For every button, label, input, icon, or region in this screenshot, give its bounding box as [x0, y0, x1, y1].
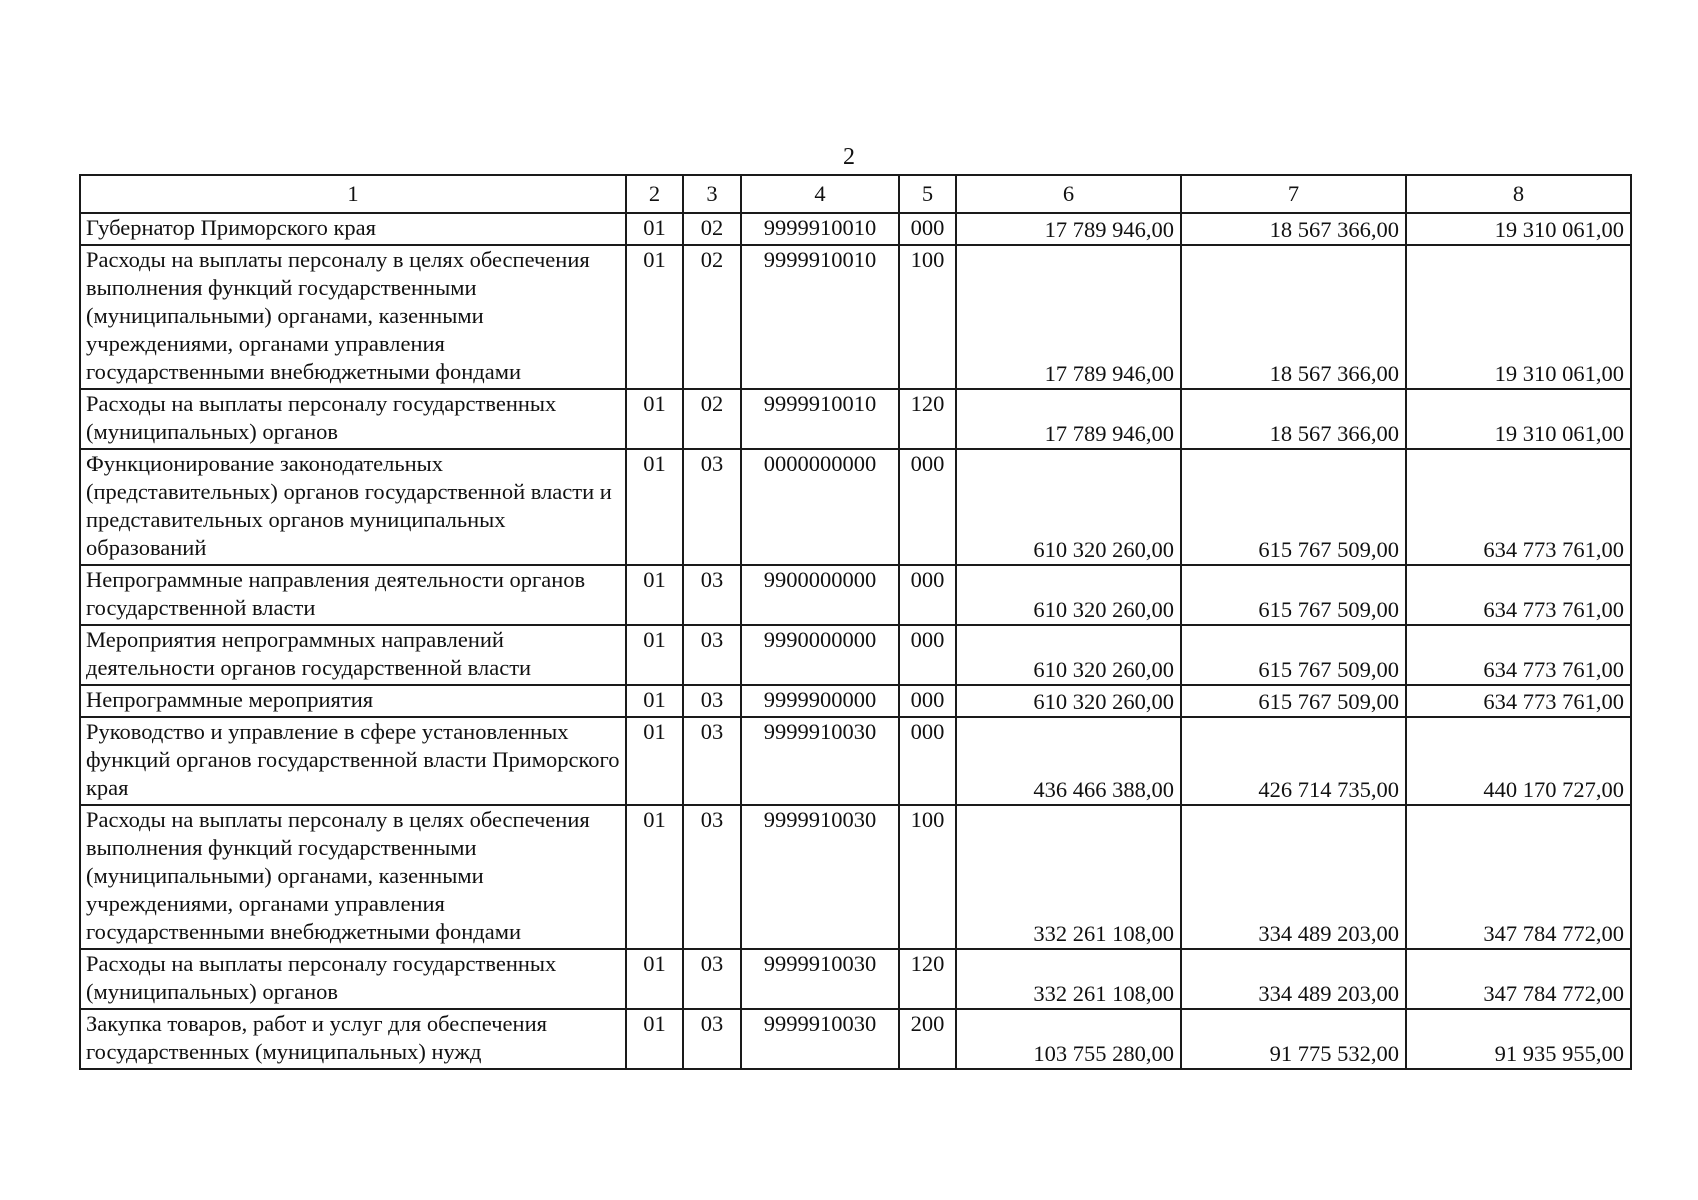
table-row [80, 685, 1631, 717]
section-code: 01 [626, 949, 683, 1009]
section-code: 01 [626, 389, 683, 449]
header-row [80, 175, 1631, 213]
amount-col-7: 18 567 366,00 [1181, 389, 1406, 449]
amount-col-6: 610 320 260,00 [956, 565, 1181, 625]
section-code: 01 [626, 805, 683, 949]
amount-col-6: 332 261 108,00 [956, 805, 1181, 949]
section-code: 01 [626, 245, 683, 389]
amount-col-6: 17 789 946,00 [956, 245, 1181, 389]
amount-col-8: 91 935 955,00 [1406, 1009, 1631, 1069]
amount-col-7: 18 567 366,00 [1181, 213, 1406, 245]
amount-col-7: 334 489 203,00 [1181, 805, 1406, 949]
amount-col-7: 615 767 509,00 [1181, 449, 1406, 565]
amount-col-7: 615 767 509,00 [1181, 685, 1406, 717]
section-code: 01 [626, 685, 683, 717]
row-name: Губернатор Приморского края [80, 213, 626, 245]
expense-type-code: 000 [899, 625, 956, 685]
row-name: Расходы на выплаты персоналу государственных (муниципальных) органов [80, 389, 626, 449]
target-article-code: 9999910010 [741, 213, 899, 245]
table-row [80, 213, 1631, 245]
section-code: 01 [626, 717, 683, 805]
amount-col-7: 615 767 509,00 [1181, 565, 1406, 625]
row-name: Непрограммные мероприятия [80, 685, 626, 717]
row-name: Руководство и управление в сфере установленных функций органов государственной власти Приморского края [80, 717, 626, 805]
amount-col-8: 634 773 761,00 [1406, 449, 1631, 565]
amount-col-6: 332 261 108,00 [956, 949, 1181, 1009]
amount-col-7: 18 567 366,00 [1181, 245, 1406, 389]
subsection-code: 03 [683, 685, 741, 717]
expense-type-code: 200 [899, 1009, 956, 1069]
subsection-code: 03 [683, 449, 741, 565]
table-row [80, 625, 1631, 685]
amount-col-6: 610 320 260,00 [956, 625, 1181, 685]
column-header: 7 [1181, 175, 1406, 213]
expense-type-code: 120 [899, 949, 956, 1009]
row-name: Функционирование законодательных (представительных) органов государственной власти и представительных органов муниципальных образований [80, 449, 626, 565]
row-name: Мероприятия непрограммных направлений деятельности органов государственной власти [80, 625, 626, 685]
subsection-code: 03 [683, 565, 741, 625]
target-article-code: 9999910030 [741, 949, 899, 1009]
expense-type-code: 000 [899, 685, 956, 717]
column-header: 6 [956, 175, 1181, 213]
subsection-code: 03 [683, 717, 741, 805]
amount-col-6: 17 789 946,00 [956, 213, 1181, 245]
column-header: 3 [683, 175, 741, 213]
amount-col-8: 634 773 761,00 [1406, 685, 1631, 717]
expense-type-code: 100 [899, 805, 956, 949]
target-article-code: 9999910030 [741, 805, 899, 949]
expense-type-code: 000 [899, 213, 956, 245]
row-name: Непрограммные направления деятельности органов государственной власти [80, 565, 626, 625]
table-row [80, 805, 1631, 949]
amount-col-6: 610 320 260,00 [956, 449, 1181, 565]
subsection-code: 02 [683, 245, 741, 389]
subsection-code: 03 [683, 805, 741, 949]
target-article-code: 9990000000 [741, 625, 899, 685]
budget-table [79, 174, 1632, 1070]
target-article-code: 9999910030 [741, 717, 899, 805]
table-row [80, 1009, 1631, 1069]
subsection-code: 03 [683, 625, 741, 685]
expense-type-code: 120 [899, 389, 956, 449]
amount-col-6: 103 755 280,00 [956, 1009, 1181, 1069]
amount-col-8: 347 784 772,00 [1406, 805, 1631, 949]
table-row [80, 245, 1631, 389]
section-code: 01 [626, 213, 683, 245]
amount-col-6: 17 789 946,00 [956, 389, 1181, 449]
column-header: 4 [741, 175, 899, 213]
row-name: Закупка товаров, работ и услуг для обеспечения государственных (муниципальных) нужд [80, 1009, 626, 1069]
amount-col-8: 634 773 761,00 [1406, 565, 1631, 625]
column-header: 5 [899, 175, 956, 213]
amount-col-8: 347 784 772,00 [1406, 949, 1631, 1009]
target-article-code: 9999910010 [741, 245, 899, 389]
column-header: 8 [1406, 175, 1631, 213]
amount-col-7: 334 489 203,00 [1181, 949, 1406, 1009]
expense-type-code: 000 [899, 449, 956, 565]
column-header: 1 [80, 175, 626, 213]
subsection-code: 02 [683, 213, 741, 245]
section-code: 01 [626, 1009, 683, 1069]
row-name: Расходы на выплаты персоналу государственных (муниципальных) органов [80, 949, 626, 1009]
row-name: Расходы на выплаты персоналу в целях обеспечения выполнения функций государственными (муниципальными) органами, казенными учреждениями, органами управления государственными внебюджетными фондами [80, 805, 626, 949]
amount-col-8: 19 310 061,00 [1406, 213, 1631, 245]
amount-col-8: 440 170 727,00 [1406, 717, 1631, 805]
row-name: Расходы на выплаты персоналу в целях обеспечения выполнения функций государственными (муниципальными) органами, казенными учреждениями, органами управления государственными внебюджетными фондами [80, 245, 626, 389]
table-row [80, 717, 1631, 805]
table-row [80, 949, 1631, 1009]
subsection-code: 02 [683, 389, 741, 449]
amount-col-7: 426 714 735,00 [1181, 717, 1406, 805]
expense-type-code: 100 [899, 245, 956, 389]
amount-col-8: 19 310 061,00 [1406, 389, 1631, 449]
amount-col-6: 436 466 388,00 [956, 717, 1181, 805]
target-article-code: 9900000000 [741, 565, 899, 625]
target-article-code: 9999910030 [741, 1009, 899, 1069]
target-article-code: 9999910010 [741, 389, 899, 449]
amount-col-7: 91 775 532,00 [1181, 1009, 1406, 1069]
page-number: 2 [843, 144, 855, 170]
target-article-code: 0000000000 [741, 449, 899, 565]
section-code: 01 [626, 625, 683, 685]
amount-col-7: 615 767 509,00 [1181, 625, 1406, 685]
subsection-code: 03 [683, 1009, 741, 1069]
subsection-code: 03 [683, 949, 741, 1009]
section-code: 01 [626, 565, 683, 625]
table-row [80, 389, 1631, 449]
amount-col-8: 634 773 761,00 [1406, 625, 1631, 685]
column-header: 2 [626, 175, 683, 213]
target-article-code: 9999900000 [741, 685, 899, 717]
amount-col-8: 19 310 061,00 [1406, 245, 1631, 389]
section-code: 01 [626, 449, 683, 565]
expense-type-code: 000 [899, 565, 956, 625]
amount-col-6: 610 320 260,00 [956, 685, 1181, 717]
table-row [80, 449, 1631, 565]
expense-type-code: 000 [899, 717, 956, 805]
table-row [80, 565, 1631, 625]
